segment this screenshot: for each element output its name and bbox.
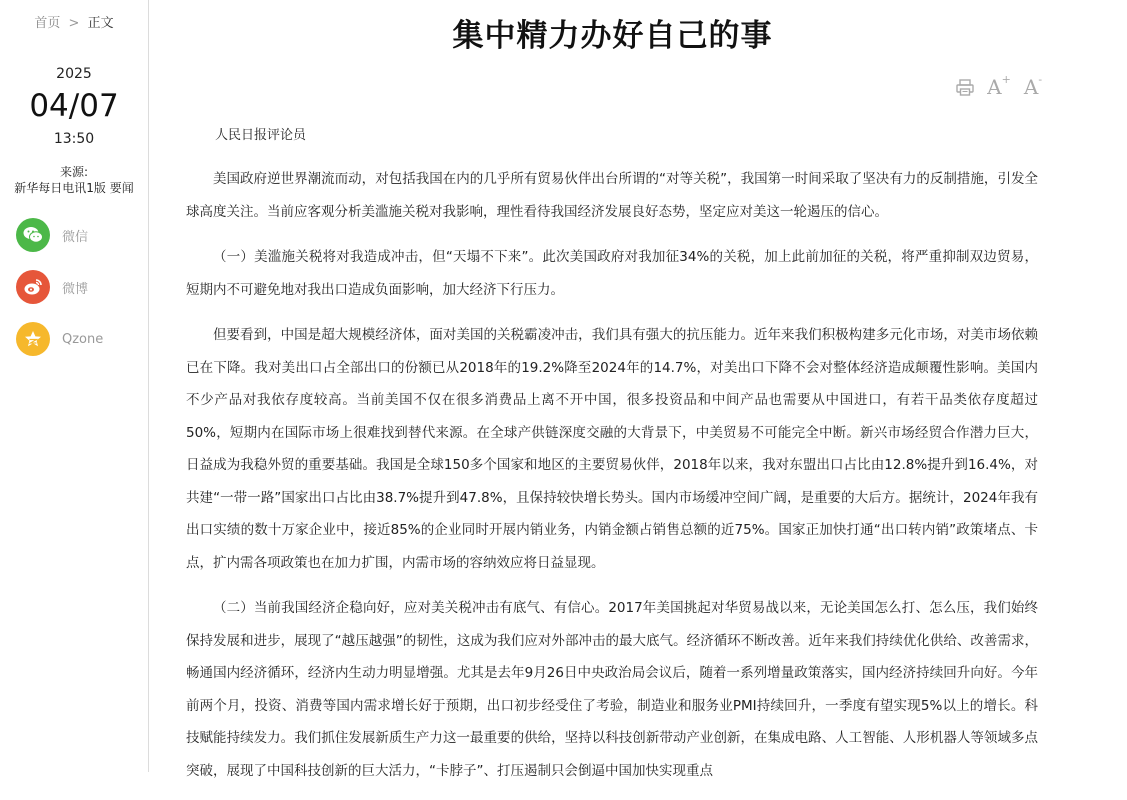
article-paragraph: 但要看到，中国是超大规模经济体，面对美国的关税霸凌冲击，我们具有强大的抗压能力。近年来我们积极构建多元化市场，对美市场依赖已在下降。我对美出口占全部出口的份额已从2018年的19.2%降至2024年的14.7%，对美出口下降不会对整体经济造成颠覆性影响。美国内不少产品对我依存度较高。当前美国不仅在很多消费品上离不开中国，很多投资品和中间产品也需要从中国进口，有若干品类依存度超过50%，短期内在国际市场上很难找到替代来源。在全球产供链深度交融的大背景下，中美贸易不可能完全中断。新兴市场经贸合作潜力巨大，日益成为我稳外贸的重要基础。我国是全球150多个国家和地区的主要贸易伙伴，2018年以来，我对东盟出口占比由12.8%提升到16.4%，对共建“一带一路”国家出口占比由38.7%提升到47.8%，且保持较快增长势头。国内市场缓冲空间广阔，是重要的大后方。据统计，2024年我有出口实绩的数十万家企业中，接近85%的企业同时开展内销业务，内销金额占销售总额的近75%。国家正加快打通“出口转内销”政策堵点、卡点，扩内需各项政策也在加力扩围，内需市场的容纳效应将日益显现。 [186,327,1038,571]
share-weibo-label: 微博 [62,281,89,297]
print-icon[interactable] [954,76,976,98]
share-qzone-button[interactable] [16,322,103,356]
article-main [150,0,1127,779]
share-weibo-button[interactable] [16,270,102,304]
breadcrumb-separator: > [68,16,80,31]
article-body [186,163,1038,800]
font-increase-sup: + [1001,72,1011,86]
font-decrease-icon[interactable] [1022,72,1044,99]
sidebar [0,0,149,772]
font-increase-glyph: A [987,75,1002,99]
publish-date: 04/07 [29,88,119,124]
article-paragraph: 美国政府逆世界潮流而动，对包括我国在内的几乎所有贸易伙伴出台所谓的“对等关税”，我国第一时间采取了坚决有力的反制措施，引发全球高度关注。当前应客观分析美滥施关税对我影响，理性看待我国经济发展良好态势，坚定应对美这一轮遏压的信心。 [186,171,1038,220]
article-tools [954,72,1044,99]
breadcrumb [0,12,148,31]
publish-year: 2025 [56,66,92,82]
qzone-icon [16,322,50,356]
share-wechat-label: 微信 [62,229,89,245]
wechat-icon [16,218,50,252]
breadcrumb-home-link[interactable]: 首页 [34,16,61,31]
font-decrease-glyph: A [1023,75,1039,99]
share-qzone-label: Qzone [62,331,104,347]
article-author: 人民日报评论员 [215,128,307,143]
source-label: 来源: [59,165,89,179]
weibo-icon [16,270,50,304]
article-paragraph: （二）当前我国经济企稳向好，应对美关税冲击有底气、有信心。2017年美国挑起对华贸易战以来，无论美国怎么打、怎么压，我们始终保持发展和进步，展现了“越压越强”的韧性，这成为我们应对外部冲击的最大底气。经济循环不断改善。近年来我们持续优化供给、改善需求，畅通国内经济循环，经济内生动力明显增强。尤其是去年9月26日中央政治局会议后，随着一系列增量政策落实，国内经济持续回升向好。今年前两个月，投资、消费等国内需求增长好于预期，出口初步经受住了考验，制造业和服务业PMI持续回升，一季度有望实现5%以上的增长。科技赋能持续发力。我们抓住发展新质生产力这一最重要的供给，坚持以科技创新带动产业创新，在集成电路、人工智能、人形机器人等领域多点突破，展现了中国科技创新的巨大活力，“卡脖子”、打压遏制只会倒逼中国加快实现重点 [186,600,1038,779]
font-increase-icon[interactable] [987,72,1011,99]
breadcrumb-current: 正文 [87,16,114,31]
article-title: 集中精力办好自己的事 [452,18,773,54]
font-decrease-sup: - [1038,72,1043,86]
publish-time: 13:50 [53,131,95,147]
article-paragraph: （一）美滥施关税将对我造成冲击，但“天塌不下来”。此次美国政府对我加征34%的关税，加上此前加征的关税，将严重抑制双边贸易，短期内不可避免地对我出口造成负面影响，加大经济下行压力。 [186,249,1038,298]
source-value: 新华每日电讯1版 要闻 [14,181,134,195]
share-wechat-button[interactable] [16,218,102,252]
